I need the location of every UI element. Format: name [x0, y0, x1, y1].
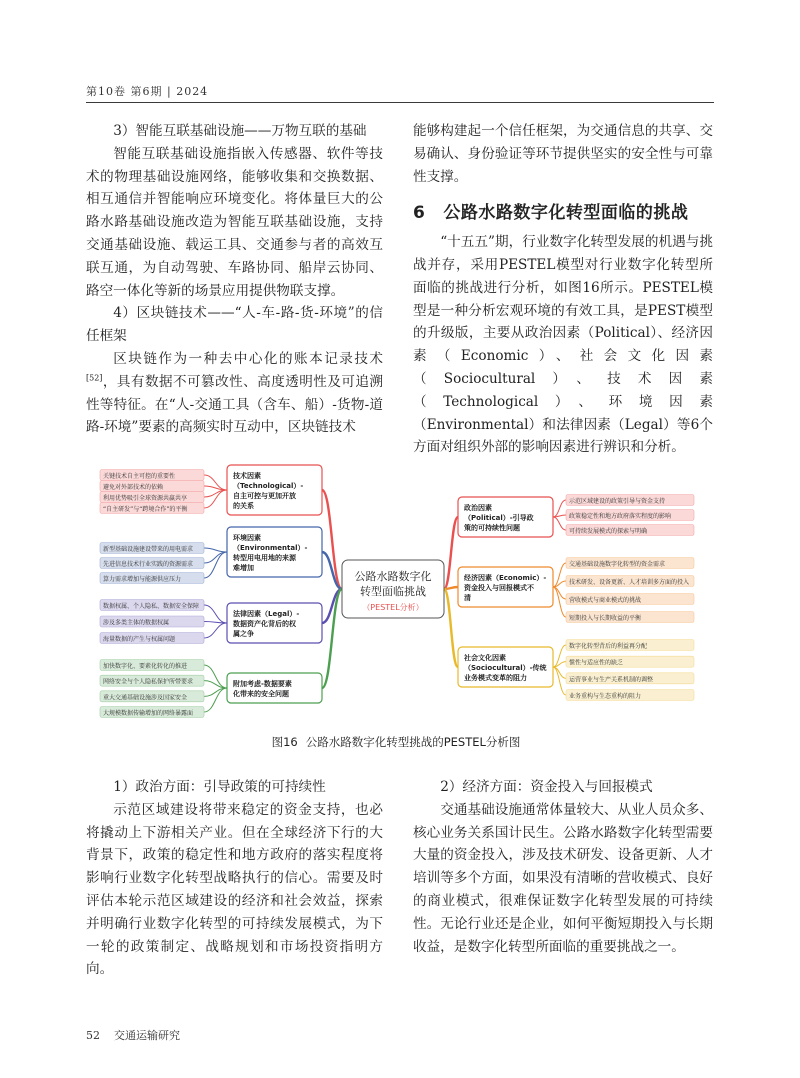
header-rule	[86, 102, 714, 103]
subheading-3: 3）智能互联基础设施——万物互联的基础	[113, 123, 367, 139]
leaf-connector	[553, 587, 566, 617]
leaf-node-text: 重大交通基础设施涉及国家安全	[103, 694, 188, 702]
branch-title-line: 社会文化因素	[464, 654, 506, 662]
branch-title-line: 政治因素	[464, 504, 492, 512]
branch-title-line: 技术因素	[233, 472, 261, 480]
reference-mark: [52]	[86, 373, 103, 383]
leaf-node-text: 网络安全与个人隐私保护所带要求	[103, 678, 194, 686]
leaf-node-text: 加快数字化、要素化转化的推进	[103, 663, 188, 670]
section-heading	[413, 202, 713, 225]
leaf-node-text: 运营事业与生产关系机制的调整	[569, 676, 654, 684]
leaf-node-text: 大规模数据传输增加的网络暴露面	[103, 710, 194, 717]
center-line-2: 转型面临挑战	[360, 585, 426, 598]
right-column-top	[413, 120, 713, 459]
leaf-node-text: 避免对外部技术的依赖	[103, 484, 164, 491]
branch-title-line: 属之争	[233, 630, 254, 638]
paragraph: 智能互联基础设施指嵌入传感器、软件等技术的物理基础设施网络，能够收集和交换数据、相互通信并智能响应环境变化。将体量巨大的公路水路基础设施改造为智能互联基础设施，支持交通基础设施、载运工具、交通参与者的高效互联互通，为自动驾驶、车路协同、船岸云协同、路空一体化等新的场景应用提供物联支撑。	[86, 145, 383, 299]
leaf-node-text: 利用优势吸引全球资源共赢共享	[103, 495, 188, 502]
branch-title-line: 法律因素（Legal）-	[233, 610, 300, 618]
leaf-node-text: 先进信息技术行业实践的资源需求	[103, 561, 194, 568]
branch-title-line: 的关系	[233, 502, 254, 510]
branch-title-line: 转型用电用地的来源	[233, 554, 296, 562]
paragraph: 示范区域建设将带来稳定的资金支持，也必将撬动上下游相关产业。但在全球经济下行的大背景下，政策的稳定性和地方政府的落实程度将影响行业数字化转型战略执行的信心。需要及时评估本轮示范区域建设的经济和社会效益，探索并明确行业数字化转型的可持续发展模式，为下一轮的政策制定、战略规划和市场投资指明方向。	[86, 801, 383, 978]
leaf-node-text: 海量数据的产生与权属问题	[103, 636, 176, 643]
branch-node-box	[227, 673, 322, 703]
page-number: 52	[86, 1029, 100, 1042]
figure-caption-text: 公路水路数字化转型挑战的PESTEL分析图	[305, 735, 521, 749]
branch-title-line: 附加考虑-数据要素	[233, 680, 292, 688]
branch-title-line: 自主可控与更加开放	[233, 492, 296, 500]
figure-label: 图16	[271, 735, 298, 749]
center-line-3: （PESTEL分析）	[362, 603, 424, 612]
leaf-node-text: 政策稳定性和地方政府落实程度的影响	[569, 513, 672, 520]
paragraph-text: 区块链作为一种去中心化的账本记录技术	[113, 350, 383, 367]
branch-title-line: 清	[464, 594, 471, 602]
center-node	[342, 560, 444, 618]
leaf-connector	[204, 486, 227, 490]
left-column-bottom	[86, 776, 383, 981]
leaf-node-text: 业务重构与生态重构的阻力	[569, 693, 642, 700]
branch-title-line: （Environmental）-	[233, 544, 308, 552]
branch-title-line: 策的可持续性问题	[464, 524, 520, 532]
branch-title-line: 业务模式变革的阻力	[464, 674, 527, 682]
branch-title-line: 化带来的安全问题	[233, 690, 289, 698]
branch-title-line: 难增加	[233, 564, 254, 572]
leaf-node-text: 短期投入与长期收益的平衡	[569, 615, 642, 622]
paragraph	[86, 348, 383, 439]
leaf-connector	[204, 552, 227, 563]
leaf-node-text: 示范区域建设的政策引导与资金支持	[569, 498, 666, 505]
branch-title-line: （Sociocultural）-传统	[464, 664, 547, 672]
left-column-top	[86, 120, 383, 439]
leaf-connector	[553, 517, 566, 530]
center-line-1: 公路水路数字化	[354, 570, 432, 583]
paragraph: 交通基础设施通常体量较大、从业人员众多、核心业务关系国计民生。公路水路数字化转型需要大量的资金投入，涉及技术研发、设备更新、人才培训等多个方面，如果没有清晰的营收模式、良好的商业模式，很难保证数字化转型发展的可持续性。无论行业还是企业，如何平衡短期投入与长期收益，是数字化转型所面临的重要挑战之一。	[413, 801, 713, 955]
leaf-node-text: 新型基础设施建设带来的用电需求	[103, 546, 194, 553]
leaf-node-text: 可持续发展模式的探索与明确	[569, 528, 648, 535]
leaf-connector	[553, 500, 566, 517]
leaf-node-text: 数据权属、个人隐私、数据安全保障	[103, 603, 200, 610]
leaf-node-text: 交通基础设施数字化转型的资金需求	[569, 561, 666, 568]
leaf-node-text: 算力需求增加与能源供应压力	[103, 576, 182, 583]
paragraph-text: ，具有数据不可篡改性、高度透明性及可追溯性等特征。在“人-交通工具（含车、船）-货物-道路-环境”要素的高频实时互动中，区块链技术	[86, 373, 383, 436]
leaf-connector	[204, 490, 227, 508]
leaf-node-text: 数字化转型背后的利益再分配	[569, 643, 648, 650]
branch-title-line: 数据资产化背后的权	[233, 620, 296, 628]
leaf-connector	[204, 605, 227, 623]
branch-connector	[444, 589, 458, 667]
branch-title-line: （Political）-引导政	[464, 514, 534, 522]
leaf-node-text: 营收模式与商业模式的挑战	[569, 597, 642, 604]
leaf-node-text: “自主研发”与“跨境合作”的平衡	[103, 506, 188, 513]
leaf-connector	[204, 548, 227, 552]
leaf-connector	[553, 667, 566, 695]
paragraph: 能够构建起一个信任框架，为交通信息的共享、交易确认、身份验证等环节提供坚实的安全性与可靠性支撑。	[413, 123, 713, 185]
subheading-2: 2）经济方面：资金投入与回报模式	[440, 779, 653, 795]
leaf-node-text: 涉及多类主体的数据权属	[103, 619, 170, 627]
journal-header: 第10卷 第6期 | 2024	[86, 85, 209, 98]
leaf-connector	[204, 552, 227, 578]
leaf-node-text: 关键技术自主可控的重要性	[103, 473, 176, 480]
pestel-mindmap-figure	[96, 455, 714, 725]
branch-title-line: （Technological）-	[233, 482, 304, 490]
branch-connector	[444, 517, 458, 589]
right-column-bottom	[413, 776, 713, 958]
figure-caption	[0, 734, 800, 750]
subheading-1: 1）政治方面：引导政策的可持续性	[113, 779, 326, 795]
leaf-node-text: 技术研发、设备更新、人才培训多方面的投入	[569, 579, 690, 586]
branch-title-line: 环境因素	[233, 534, 261, 542]
branch-title-line: 经济因素（Economic）-	[464, 574, 547, 582]
leaf-node-text: 惯性与适应性的缺乏	[569, 659, 624, 667]
paragraph: “十五五”期，行业数字化转型发展的机遇与挑战并存，采用PESTEL模型对行业数字化转型所面临的挑战进行分析，如图16所示。PESTEL模型是一种分析宏观环境的有效工具，是PEST模型的升级版，主要从政治因素（Political）、经济因素（Economic）、社会文化因素（Sociocultural）、技术因素（Technological）、环境因素（Environmental）和法律因素（Legal）等6个方面对组织外部的影响因素进行辨识和分析。	[413, 234, 713, 456]
section-title: 公路水路数字化转型面临的挑战	[443, 203, 689, 224]
subheading-4: 4）区块链技术——“人-车-路-货-环境”的信任框架	[86, 305, 383, 345]
section-number: 6	[413, 203, 426, 224]
journal-name: 交通运输研究	[114, 1029, 180, 1042]
leaf-connector	[204, 623, 227, 638]
branch-title-line: 资金投入与回报模式不	[464, 584, 534, 592]
page-footer	[86, 1027, 180, 1043]
